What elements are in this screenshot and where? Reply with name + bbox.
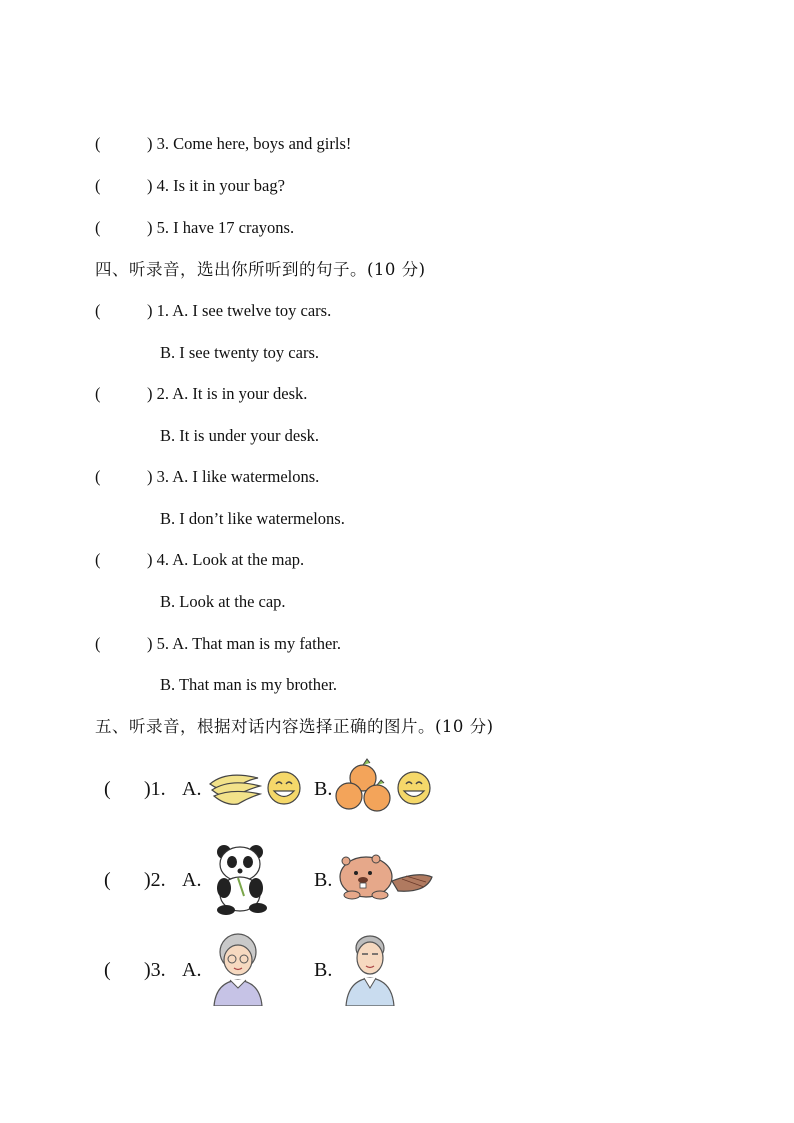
answer-blank[interactable]: ( [104, 869, 111, 891]
answer-blank[interactable]: ( [104, 778, 111, 800]
bananas-with-smiley-icon [206, 766, 302, 810]
option-b-label: B. [314, 869, 333, 891]
panda-icon [210, 842, 272, 916]
grandmother-icon [210, 932, 266, 1006]
s4-item-4: ( ) 4. A. Look at the map. [95, 550, 305, 569]
answer-blank[interactable]: ( [95, 634, 101, 653]
item-text: 4. Is it in your bag? [156, 176, 285, 195]
answer-blank[interactable]: ( [95, 467, 101, 486]
s3-item-4: ( ) 4. Is it in your bag? [95, 176, 285, 195]
option-a: 3. A. I like watermelons. [156, 467, 320, 486]
answer-blank[interactable]: ( [95, 550, 101, 569]
option-b: B. That man is my brother. [160, 675, 338, 694]
item-text: 3. Come here, boys and girls! [156, 134, 352, 153]
s4-item-3: ( ) 3. A. I like watermelons. [95, 467, 320, 486]
option-b: B. Look at the cap. [160, 592, 286, 611]
option-b: B. It is under your desk. [160, 426, 320, 445]
s5-item-1: ( )1. [104, 778, 166, 800]
answer-blank[interactable]: ( [104, 959, 111, 981]
section-5-heading: 五、听录音，根据对话内容选择正确的图片。(10 分) [95, 717, 494, 736]
oranges-with-smiley-icon [335, 756, 435, 814]
option-a-label: A. [182, 959, 202, 981]
s5-item-2: ( )2. [104, 869, 166, 891]
section-4-heading: 四、听录音，选出你所听到的句子。(10 分) [95, 260, 426, 279]
s3-item-5: ( ) 5. I have 17 crayons. [95, 218, 295, 237]
option-b-label: B. [314, 778, 333, 800]
s4-item-5: ( ) 5. A. That man is my father. [95, 634, 342, 653]
option-a-label: A. [182, 778, 202, 800]
grandfather-icon [342, 932, 398, 1006]
s4-item-2: ( ) 2. A. It is in your desk. [95, 384, 308, 403]
option-a: 5. A. That man is my father. [156, 634, 342, 653]
option-a: 4. A. Look at the map. [156, 550, 305, 569]
option-b: B. I don’t like watermelons. [160, 509, 345, 528]
option-a-label: A. [182, 869, 202, 891]
option-b: B. I see twenty toy cars. [160, 343, 319, 362]
answer-blank[interactable]: ( [95, 384, 101, 403]
beaver-icon [336, 853, 434, 901]
answer-blank[interactable]: ( [95, 176, 101, 195]
item-text: 5. I have 17 crayons. [156, 218, 295, 237]
option-b-label: B. [314, 959, 333, 981]
s3-item-3: ( ) 3. Come here, boys and girls! [95, 134, 352, 153]
option-a: 1. A. I see twelve toy cars. [156, 301, 332, 320]
answer-blank[interactable]: ( [95, 301, 101, 320]
s4-item-1: ( ) 1. A. I see twelve toy cars. [95, 301, 332, 320]
option-a: 2. A. It is in your desk. [156, 384, 308, 403]
answer-blank[interactable]: ( [95, 218, 101, 237]
answer-blank[interactable]: ( [95, 134, 101, 153]
s5-item-3: ( )3. [104, 959, 166, 981]
